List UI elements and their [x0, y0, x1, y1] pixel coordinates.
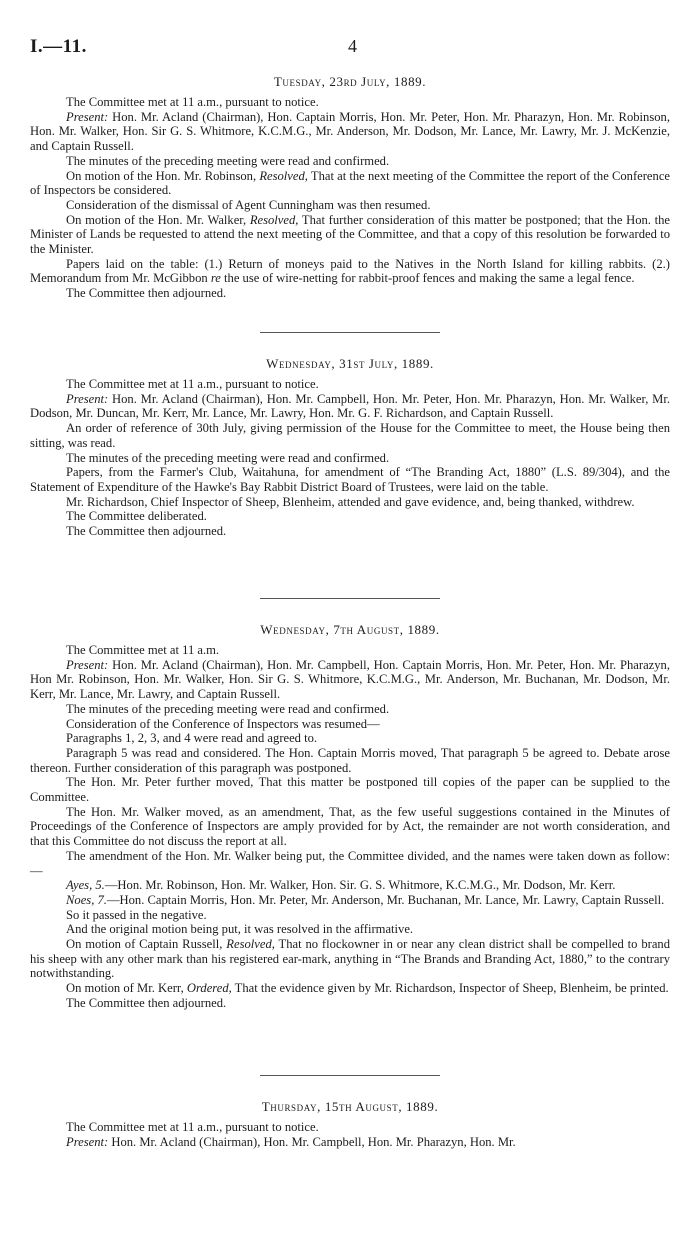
- paragraph: The Committee deliberated.: [66, 509, 207, 524]
- present-members: Hon. Mr. Acland (Chairman), Hon. Captain Morris, Hon. Mr. Peter, Hon. Mr. Pharazyn, Hon. Mr. Robinson, Hon. Mr. Walker, Hon. Sir G. S. Whitmore, K.C.M.G., Mr. Anderson, Mr. Dodson, Mr. Lance, Mr. Lawry, Mr. J. McKenzie, and Captain Russell.: [30, 109, 670, 154]
- re-label: re: [210, 271, 221, 286]
- paragraph: The Committee met at 11 a.m., pursuant to notice.: [66, 95, 319, 109]
- text-run: Papers laid on the table: (1.) Return of moneys paid to the Natives in the North Island for killing rabbits. (2.) Memorandum from Mr. McGibbon: [30, 256, 670, 286]
- meeting-wednesday-7-august: [30, 622, 670, 1011]
- paragraph-motion: [30, 937, 670, 981]
- paragraph: Paragraphs 1, 2, 3, and 4 were read and agreed to.: [66, 731, 318, 746]
- text-run: On motion of Mr. Kerr,: [66, 981, 187, 996]
- present-members: Hon. Mr. Acland (Chairman), Hon. Mr. Campbell, Hon. Mr. Peter, Hon. Mr. Pharazyn, Hon. Mr. Walker, Mr. Dodson, Mr. Duncan, Mr. Kerr, Mr. Lance, Mr. Lawry, Hon. Mr. G. F. Richardson, and Captain Russell.: [30, 391, 670, 421]
- paragraph: The Committee met at 11 a.m., pursuant to notice.: [66, 1120, 319, 1134]
- section-divider: [260, 598, 440, 599]
- paragraph: So it passed in the negative.: [66, 907, 207, 922]
- meeting-tuesday-23-july: [30, 74, 670, 301]
- page-number: 4: [348, 36, 357, 56]
- paragraph: The Hon. Mr. Peter further moved, That this matter be postponed till copies of the paper can be supplied to the Committee.: [30, 775, 670, 805]
- paragraph-papers: [30, 257, 670, 286]
- present-label: Present:: [66, 657, 109, 672]
- paragraph: The minutes of the preceding meeting were read and confirmed.: [66, 450, 390, 465]
- present-label: Present:: [66, 391, 109, 406]
- document-reference: I.—11.: [30, 36, 87, 57]
- text-run: On motion of the Hon. Mr. Robinson,: [66, 168, 260, 183]
- paragraph-noes: [30, 893, 670, 908]
- ayes-label: Ayes, 5.: [66, 878, 105, 893]
- paragraph: The Committee then adjourned.: [66, 524, 227, 539]
- noes-label: Noes, 7.: [66, 892, 107, 907]
- text-run: On motion of Captain Russell,: [66, 937, 227, 952]
- paragraph: The Committee then adjourned.: [66, 286, 227, 301]
- text-run: That the evidence given by Mr. Richardson, Inspector of Sheep, Blenheim, be printed.: [231, 981, 669, 996]
- resolved-label: Resolved,: [249, 212, 299, 227]
- section-divider: [260, 332, 440, 333]
- meeting-date: Tuesday, 23rd July, 1889.: [273, 74, 427, 89]
- paragraph: Mr. Richardson, Chief Inspector of Sheep, Blenheim, attended and gave evidence, and, being thanked, withdrew.: [66, 494, 635, 509]
- present-members: Hon. Mr. Acland (Chairman), Hon. Mr. Campbell, Hon. Mr. Pharazyn, Hon. Mr.: [108, 1134, 516, 1149]
- page-header: [30, 36, 670, 58]
- paragraph: The Committee met at 11 a.m., pursuant to notice.: [66, 377, 319, 391]
- paragraph: The amendment of the Hon. Mr. Walker being put, the Committee divided, and the names were taken down as follow:—: [30, 848, 670, 878]
- meeting-thursday-15-august: [30, 1099, 670, 1149]
- paragraph-motion: [30, 981, 670, 996]
- text-run: That at the next meeting of the Committee the report of the Conference of Inspectors be considered.: [30, 168, 671, 198]
- text-run: That further consideration of this matter be postponed; that the Hon. the Minister of Lands be requested to attend the next meeting of the Committee, and that a copy of this resolution be forwarded to the Minister.: [30, 212, 670, 257]
- paragraph: Papers, from the Farmer's Club, Waitahuna, for amendment of “The Branding Act, 1880” (L.S. 89/304), and the Statement of Expenditure of the Hawke's Bay Rabbit District Board of Trustees, were laid on the table.: [30, 465, 670, 494]
- paragraph-present: [30, 658, 670, 702]
- paragraph: The minutes of the preceding meeting were read and confirmed.: [66, 153, 390, 168]
- paragraph-motion: [30, 213, 670, 257]
- noes-members: —Hon. Captain Morris, Hon. Mr. Peter, Mr. Anderson, Mr. Buchanan, Mr. Lance, Mr. Lawry, Captain Russell.: [106, 892, 665, 907]
- paragraph: An order of reference of 30th July, giving permission of the House for the Committee to meet, the House being then sitting, was read.: [30, 421, 670, 450]
- meeting-date: Wednesday, 7th August, 1889.: [260, 622, 440, 637]
- meeting-wednesday-31-july: [30, 356, 670, 539]
- paragraph: And the original motion being put, it was resolved in the affirmative.: [66, 922, 414, 937]
- paragraph: The Hon. Mr. Walker moved, as an amendment, That, as the few useful suggestions contained in the Minutes of Proceedings of the Conference of Inspectors are amply provided for by Act, the remainder are not worth consideration, and that this Committee do not discuss the report at all.: [30, 804, 670, 849]
- ordered-label: Ordered,: [186, 981, 232, 996]
- paragraph: Consideration of the Conference of Inspectors was resumed—: [66, 716, 380, 731]
- text-run: That no flockowner in or near any clean district shall be compelled to brand his sheep with any other mark than his registered ear-mark, anything in “The Brands and Branding Act, 1880,” to the contrary notwithstanding.: [30, 937, 670, 981]
- meeting-date: Wednesday, 31st July, 1889.: [266, 356, 434, 371]
- paragraph-present: [30, 392, 670, 421]
- paragraph: Paragraph 5 was read and considered. The Hon. Captain Morris moved, That paragraph 5 be agreed to. Debate arose thereon. Further consideration of this paragraph was postponed.: [30, 745, 670, 775]
- section-divider: [260, 1075, 440, 1076]
- resolved-label: Resolved,: [259, 168, 308, 183]
- ayes-members: —Hon. Mr. Robinson, Hon. Mr. Walker, Hon. Sir. G. S. Whitmore, K.C.M.G., Mr. Dodson, Mr. Kerr.: [104, 878, 616, 893]
- paragraph: Consideration of the dismissal of Agent Cunningham was then resumed.: [66, 197, 431, 212]
- paragraph: The Committee met at 11 a.m.: [66, 643, 220, 657]
- paragraph-present: [30, 1135, 670, 1150]
- present-label: Present:: [66, 1134, 109, 1149]
- text-run: On motion of the Hon. Mr. Walker,: [66, 212, 250, 227]
- text-run: the use of wire-netting for rabbit-proof fences and making the same a legal fence.: [220, 271, 635, 286]
- paragraph: The Committee then adjourned.: [66, 995, 227, 1010]
- paragraph-motion: [30, 169, 670, 198]
- paragraph: The minutes of the preceding meeting were read and confirmed.: [66, 701, 390, 716]
- present-members: Hon. Mr. Acland (Chairman), Hon. Mr. Campbell, Hon. Captain Morris, Hon. Mr. Peter, Hon. Mr. Pharazyn, Hon Mr. Robinson, Hon. Mr. Walker, Hon. Sir G. S. Whitmore, K.C.M.G., Mr. Anderson, Mr. Buchanan, Mr. Dodson, Mr. Kerr, Mr. Lance, Mr. Lawry, and Captain Russell.: [30, 657, 670, 702]
- paragraph-present: [30, 110, 670, 154]
- present-label: Present:: [66, 109, 109, 124]
- meeting-date: Thursday, 15th August, 1889.: [261, 1099, 439, 1114]
- paragraph-ayes: [30, 878, 670, 893]
- resolved-label: Resolved,: [226, 937, 275, 952]
